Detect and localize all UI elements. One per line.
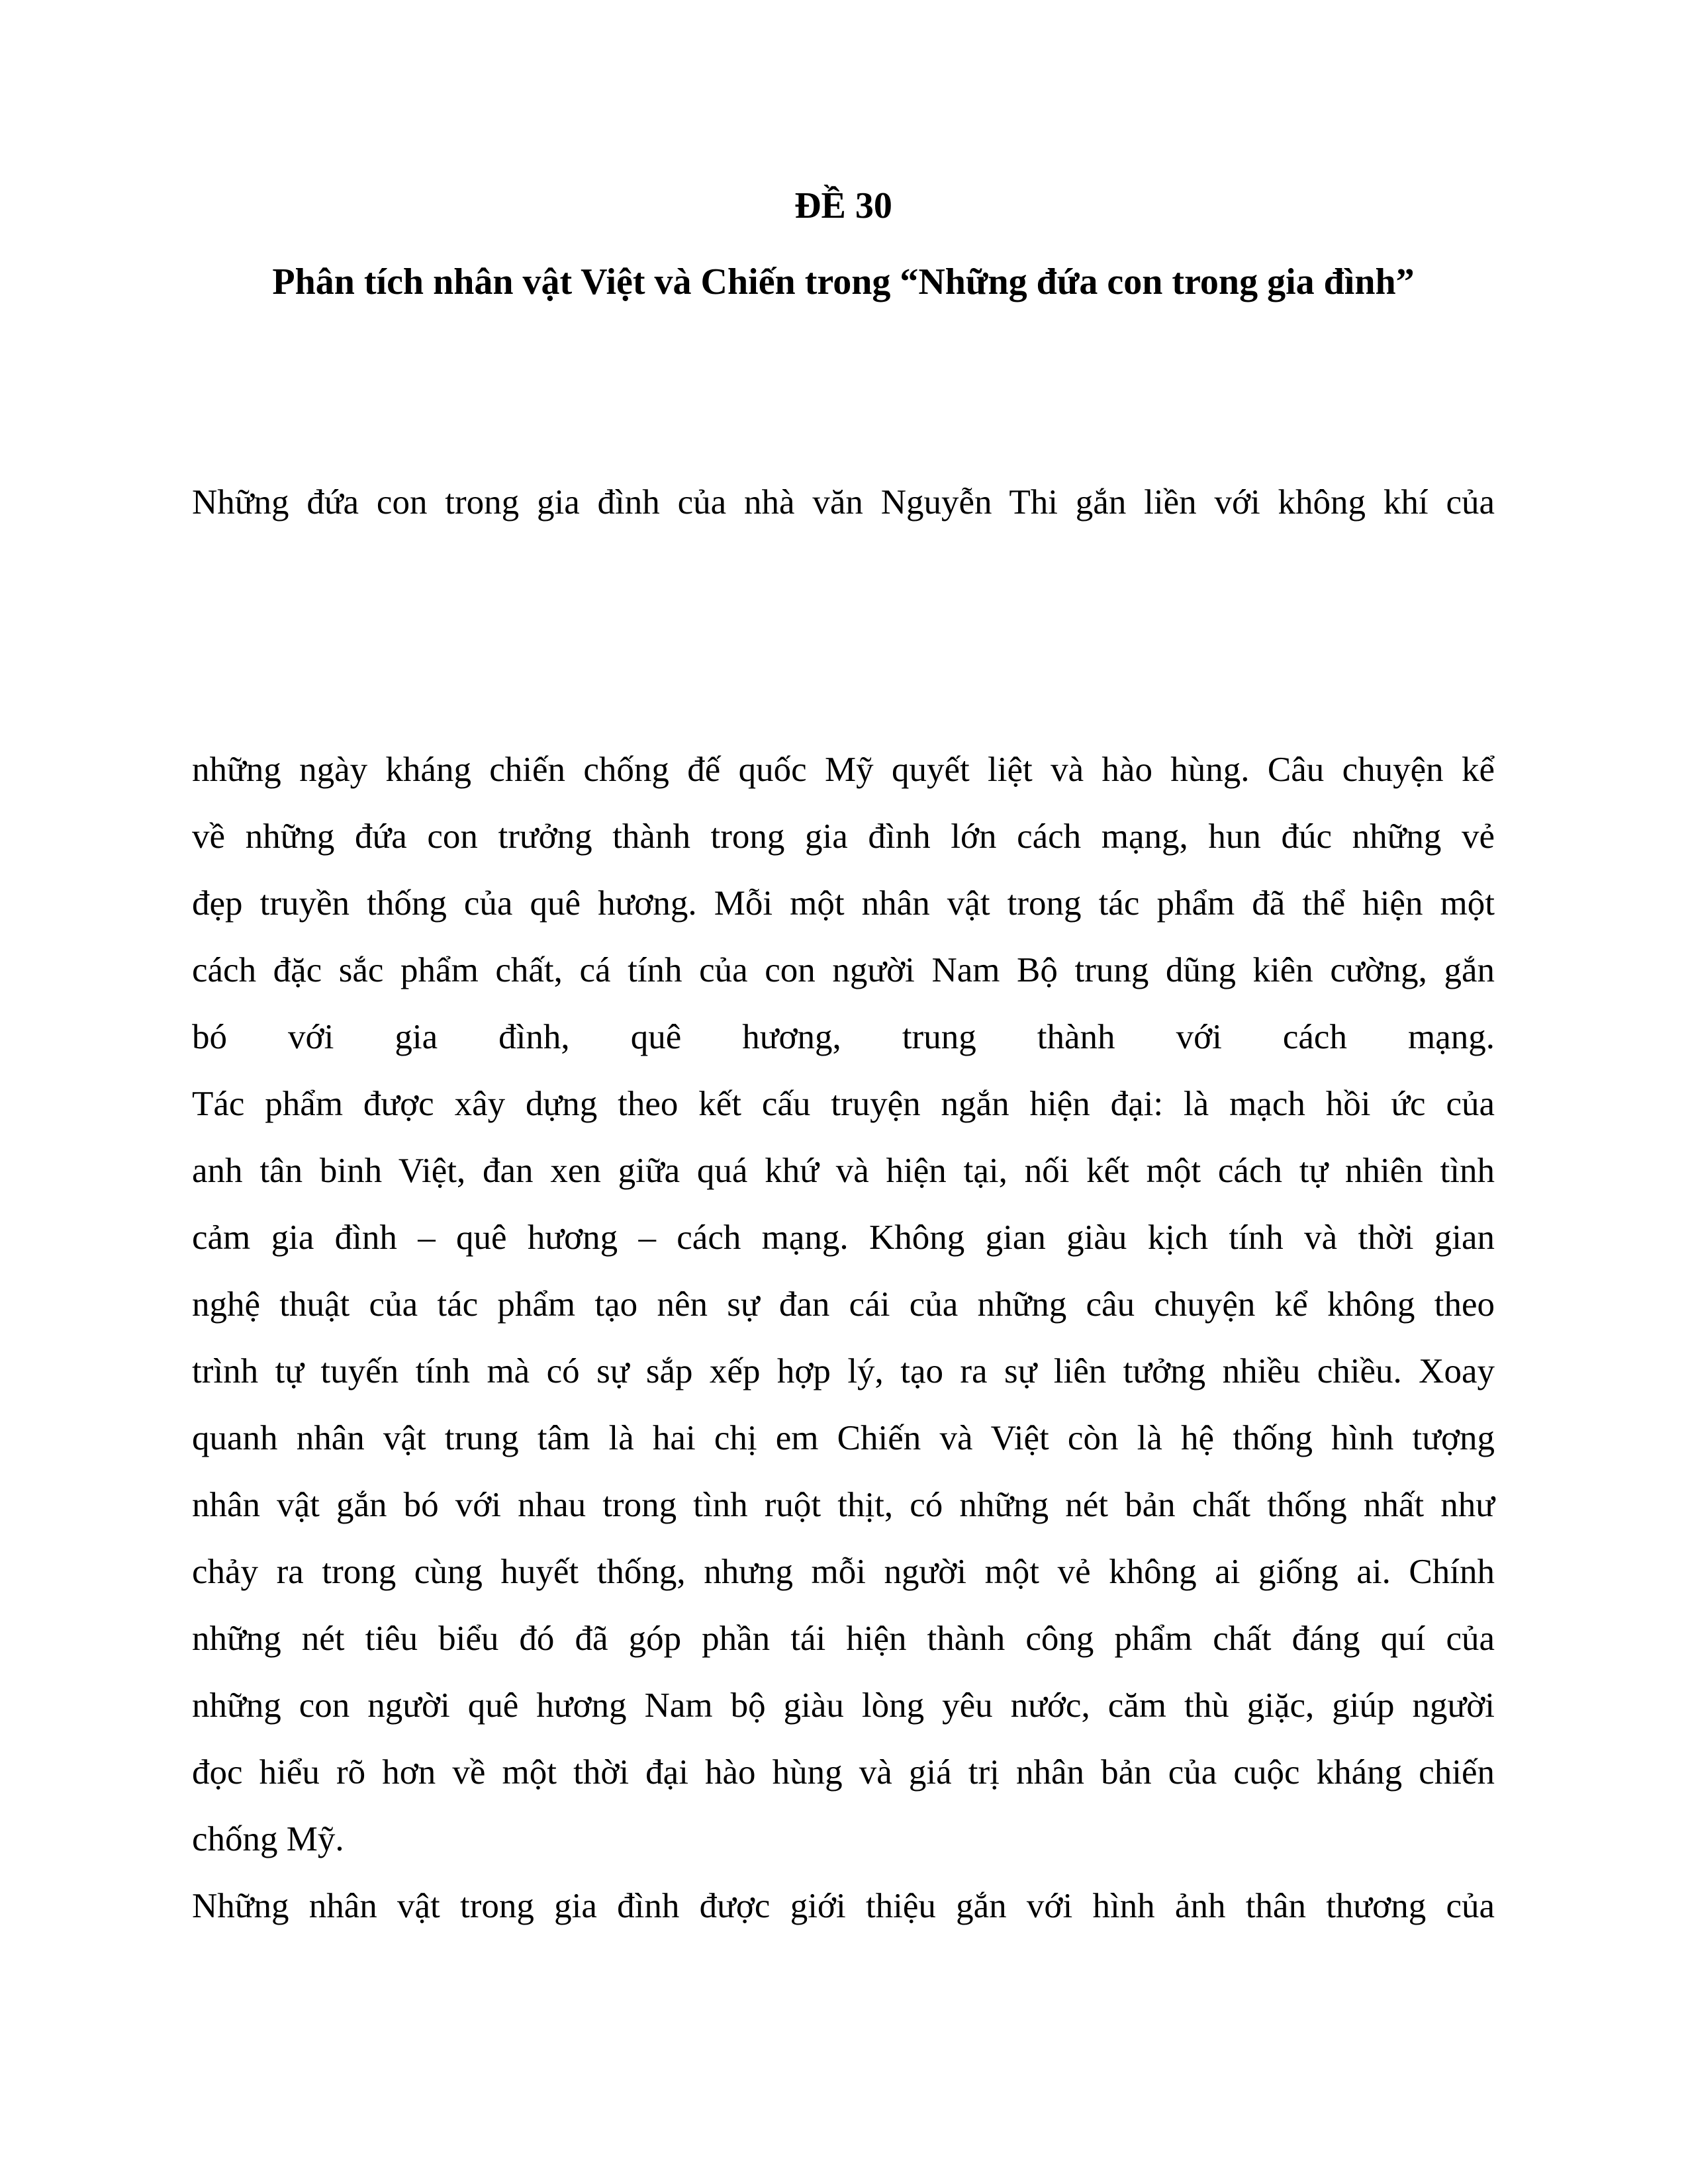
paragraph-line: đẹp truyền thống của quê hương. Mỗi một nhân vật trong tác phẩm đã thể hiện một [192, 884, 1495, 923]
paragraph-line: chống Mỹ. [192, 1820, 344, 1858]
paragraph-line: đọc hiểu rõ hơn về một thời đại hào hùng và giá trị nhân bản của cuộc kháng chiến [192, 1753, 1495, 1792]
paragraph-line: Những đứa con trong gia đình của nhà văn Nguyễn Thi gắn liền với không khí của [192, 483, 1495, 522]
paragraph-line: cảm gia đình – quê hương – cách mạng. Không gian giàu kịch tính và thời gian [192, 1218, 1495, 1257]
paragraph-line: trình tự tuyến tính mà có sự sắp xếp hợp lý, tạo ra sự liên tưởng nhiều chiều. Xoay [192, 1352, 1495, 1390]
paragraph-line: Tác phẩm được xây dựng theo kết cấu truyện ngắn hiện đại: là mạch hồi ức của [192, 1085, 1495, 1123]
paragraph-line: những nét tiêu biểu đó đã góp phần tái hiện thành công phẩm chất đáng quí của [192, 1619, 1495, 1658]
paragraph-line: những ngày kháng chiến chống đế quốc Mỹ quyết liệt và hào hùng. Câu chuyện kể [192, 751, 1495, 789]
blank-space-mid-paragraph [192, 536, 1495, 737]
paragraph-line: cách đặc sắc phẩm chất, cá tính của con người Nam Bộ trung dũng kiên cường, gắn [192, 951, 1495, 989]
paragraph-line: bó với gia đình, quê hương, trung thành với cách mạng. [192, 1018, 1495, 1056]
paragraph-line: anh tân binh Việt, đan xen giữa quá khứ và hiện tại, nối kết một cách tự nhiên tình [192, 1152, 1495, 1190]
paragraph-line: nhân vật gắn bó với nhau trong tình ruột thịt, có những nét bản chất thống nhất như [192, 1486, 1495, 1524]
paragraph-line: về những đứa con trưởng thành trong gia đình lớn cách mạng, hun đúc những vẻ [192, 817, 1495, 856]
blank-space-after-heading [192, 316, 1495, 469]
paragraph-line: những con người quê hương Nam bộ giàu lòng yêu nước, căm thù giặc, giúp người [192, 1686, 1495, 1725]
paragraph-line: Những nhân vật trong gia đình được giới thiệu gắn với hình ảnh thân thương của [192, 1887, 1495, 1925]
document-title: ĐỀ 30 [794, 185, 892, 226]
paragraph-line: quanh nhân vật trung tâm là hai chị em Chiến và Việt còn là hệ thống hình tượng [192, 1419, 1495, 1457]
paragraph-line: nghệ thuật của tác phẩm tạo nên sự đan cái của những câu chuyện kể không theo [192, 1285, 1495, 1324]
document-subtitle: Phân tích nhân vật Việt và Chiến trong “Những đứa con trong gia đình” [272, 261, 1415, 302]
paragraph-line: chảy ra trong cùng huyết thống, nhưng mỗi người một vẻ không ai giống ai. Chính [192, 1553, 1495, 1591]
